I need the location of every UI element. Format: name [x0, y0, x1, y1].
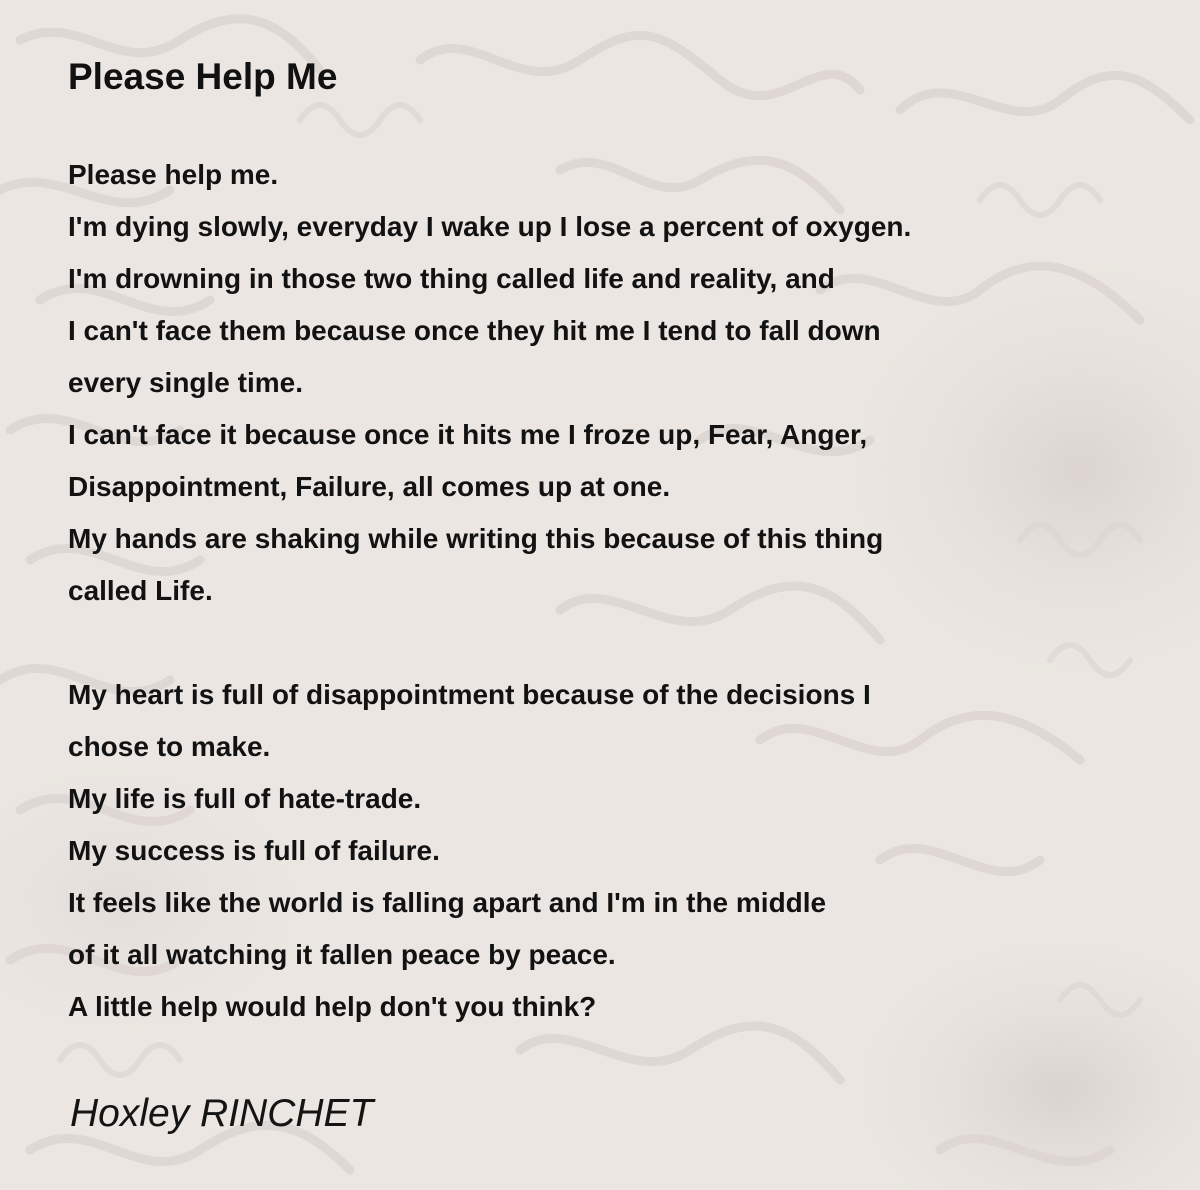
poem-line: I'm dying slowly, everyday I wake up I lose a percent of oxygen.: [68, 211, 912, 242]
poem-line: Please help me.: [68, 159, 279, 190]
poem-line: I can't face it because once it hits me I froze up, Fear, Anger,: [68, 419, 868, 450]
poem-line: I'm drowning in those two thing called life and reality, and: [68, 263, 835, 294]
stanza-break: [68, 617, 911, 669]
poem-line: of it all watching it fallen peace by peace.: [68, 939, 616, 970]
poem-title: Please Help Me: [68, 56, 338, 97]
poem-author: Hoxley RINCHET: [70, 1092, 374, 1135]
poem-line: It feels like the world is falling apart and I'm in the middle: [68, 887, 827, 918]
poem-line: Disappointment, Failure, all comes up at one.: [68, 471, 671, 502]
poem-line: My life is full of hate-trade.: [68, 783, 422, 814]
poem-line: My heart is full of disappointment because of the decisions I: [68, 679, 871, 710]
poem-line: I can't face them because once they hit me I tend to fall down: [68, 315, 881, 346]
poem-line: My hands are shaking while writing this because of this thing: [68, 523, 884, 554]
poem-line: My success is full of failure.: [68, 835, 440, 866]
poem-line: chose to make.: [68, 731, 271, 762]
poem-line: A little help would help don't you think?: [68, 991, 597, 1022]
poem-line: every single time.: [68, 367, 304, 398]
poem-line: called Life.: [68, 575, 213, 606]
poem-body: [68, 149, 911, 1033]
